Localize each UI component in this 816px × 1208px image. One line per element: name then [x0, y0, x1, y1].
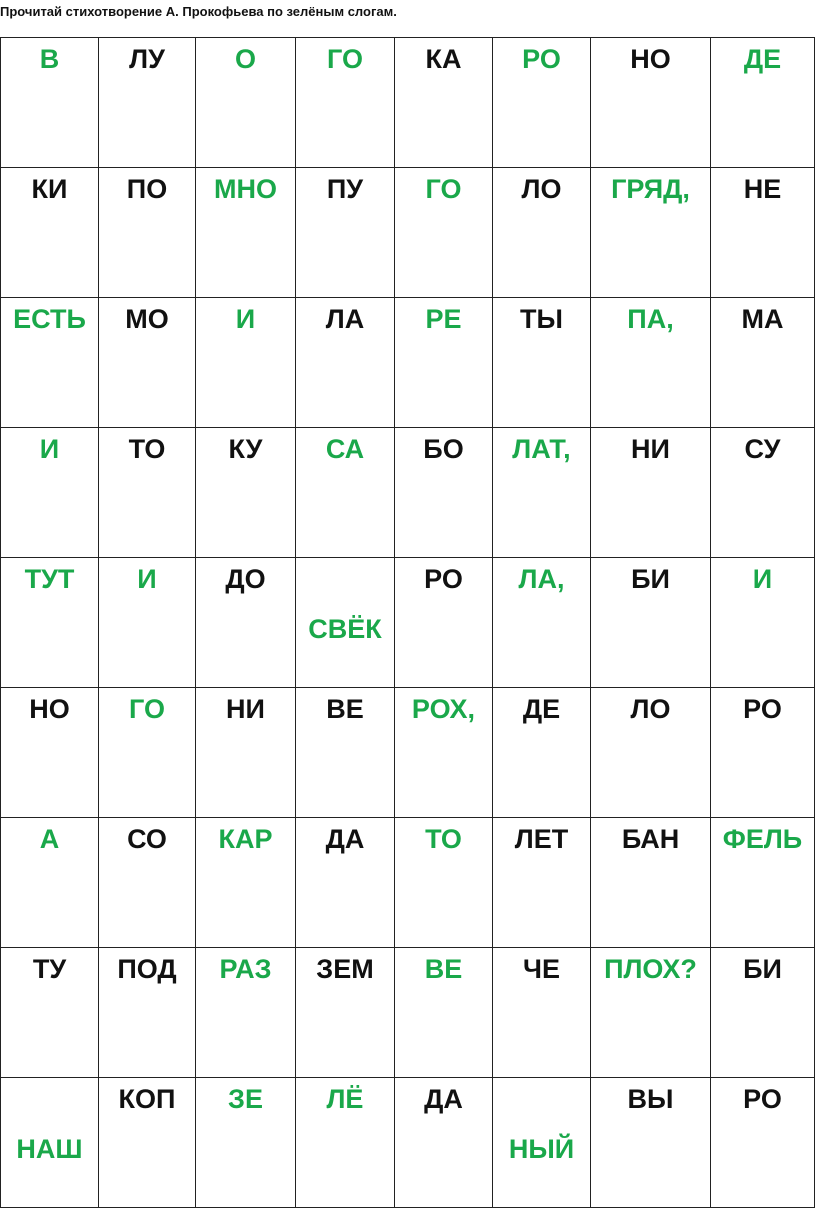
syllable-cell — [395, 168, 493, 298]
black-syllable: ЛО — [521, 174, 562, 204]
green-syllable: ЗЕ — [228, 1084, 263, 1114]
syllable-cell — [196, 168, 296, 298]
green-syllable: РО — [522, 44, 561, 74]
black-syllable: НИ — [226, 694, 265, 724]
green-syllable: ГО — [425, 174, 462, 204]
syllable-cell — [196, 1078, 296, 1208]
black-syllable: РО — [424, 564, 463, 594]
syllable-cell — [99, 558, 196, 688]
syllable-cell — [395, 558, 493, 688]
black-syllable: ЛА — [325, 304, 365, 334]
black-syllable: КОП — [118, 1084, 176, 1114]
black-syllable: СУ — [744, 434, 781, 464]
table-row — [1, 1078, 815, 1208]
syllable-cell — [1, 948, 99, 1078]
syllable-cell — [493, 1078, 591, 1208]
syllable-cell — [196, 38, 296, 168]
black-syllable: РО — [743, 694, 782, 724]
syllable-cell — [711, 38, 815, 168]
black-syllable: КА — [425, 44, 462, 74]
green-syllable: ПЛОХ? — [604, 954, 697, 984]
green-syllable: ЛЁ — [326, 1084, 364, 1114]
black-syllable: НО — [29, 694, 70, 724]
syllable-cell — [493, 168, 591, 298]
black-syllable: КУ — [228, 434, 263, 464]
green-syllable: НАШ — [16, 1134, 83, 1164]
table-row — [1, 558, 815, 688]
syllable-cell — [493, 558, 591, 688]
green-syllable: РЕ — [425, 304, 462, 334]
black-syllable: БАН — [621, 824, 680, 854]
green-syllable: ЛАТ, — [512, 434, 571, 464]
syllable-cell — [1, 298, 99, 428]
green-syllable: В — [39, 44, 60, 74]
syllable-cell — [99, 168, 196, 298]
green-syllable: И — [752, 564, 773, 594]
syllable-cell — [493, 428, 591, 558]
green-syllable: КАР — [218, 824, 273, 854]
green-syllable: ГО — [327, 44, 363, 74]
syllable-cell — [711, 688, 815, 818]
syllable-cell — [395, 688, 493, 818]
green-syllable: СА — [325, 434, 365, 464]
black-syllable: НО — [630, 44, 671, 74]
syllable-cell — [395, 298, 493, 428]
syllable-cell — [493, 818, 591, 948]
black-syllable: ТЫ — [520, 304, 563, 334]
syllable-cell — [395, 38, 493, 168]
syllable-cell — [711, 558, 815, 688]
syllable-cell — [591, 428, 711, 558]
syllable-cell — [296, 688, 395, 818]
black-syllable: КИ — [31, 174, 68, 204]
black-syllable: РО — [743, 1084, 782, 1114]
green-syllable: ГО — [129, 694, 165, 724]
syllable-cell — [196, 298, 296, 428]
green-syllable: ГРЯД, — [611, 174, 690, 204]
table-row — [1, 688, 815, 818]
syllable-cell — [196, 558, 296, 688]
black-syllable: СО — [127, 824, 167, 854]
black-syllable: МА — [741, 304, 784, 334]
black-syllable: ПО — [126, 174, 168, 204]
syllable-cell — [196, 948, 296, 1078]
syllable-cell — [196, 818, 296, 948]
black-syllable: ДО — [225, 564, 266, 594]
page-title: Прочитай стихотворение А. Прокофьева по зелёным слогам. — [0, 4, 397, 19]
black-syllable: ЛО — [630, 694, 671, 724]
syllable-cell — [591, 948, 711, 1078]
syllable-cell — [99, 1078, 196, 1208]
syllable-cell — [1, 818, 99, 948]
green-syllable: И — [235, 304, 256, 334]
syllable-cell — [711, 298, 815, 428]
syllable-cell — [296, 38, 395, 168]
syllable-cell — [711, 948, 815, 1078]
table-row — [1, 818, 815, 948]
syllable-cell — [99, 428, 196, 558]
green-syllable: ТО — [425, 824, 462, 854]
green-syllable: ФЕЛЬ — [722, 824, 803, 854]
black-syllable: МО — [125, 304, 169, 334]
syllable-cell — [296, 168, 395, 298]
black-syllable: БО — [423, 434, 464, 464]
black-syllable: НИ — [631, 434, 670, 464]
syllable-cell — [1, 38, 99, 168]
green-syllable: А — [39, 824, 60, 854]
green-syllable: ТУТ — [24, 564, 75, 594]
table-row — [1, 948, 815, 1078]
black-syllable: ТО — [128, 434, 166, 464]
green-syllable: ЕСТЬ — [13, 304, 86, 334]
syllable-cell — [591, 558, 711, 688]
black-syllable: ДЕ — [522, 694, 561, 724]
green-syllable: МНО — [214, 174, 277, 204]
black-syllable: ЛЕТ — [514, 824, 569, 854]
syllable-cell — [711, 1078, 815, 1208]
syllable-cell — [493, 688, 591, 818]
black-syllable: БИ — [631, 564, 670, 594]
table-row — [1, 428, 815, 558]
syllable-cell — [591, 1078, 711, 1208]
syllable-cell — [395, 1078, 493, 1208]
syllable-cell — [493, 38, 591, 168]
green-syllable: ПА, — [627, 304, 674, 334]
black-syllable: ТУ — [32, 954, 67, 984]
syllable-cell — [296, 948, 395, 1078]
table-row — [1, 298, 815, 428]
syllable-cell — [296, 428, 395, 558]
black-syllable: ЧЕ — [523, 954, 560, 984]
black-syllable: ЗЕМ — [316, 954, 374, 984]
syllable-cell — [196, 688, 296, 818]
black-syllable: ВЕ — [326, 694, 364, 724]
syllable-cell — [99, 948, 196, 1078]
green-syllable: РАЗ — [219, 954, 272, 984]
syllable-cell — [493, 948, 591, 1078]
black-syllable: ЛУ — [129, 44, 165, 74]
black-syllable: ВЫ — [627, 1084, 674, 1114]
syllable-cell — [1, 168, 99, 298]
green-syllable: СВЁК — [308, 614, 382, 644]
syllable-cell — [99, 38, 196, 168]
black-syllable: НЕ — [743, 174, 782, 204]
syllable-cell — [395, 428, 493, 558]
syllable-cell — [1, 428, 99, 558]
black-syllable: ДА — [424, 1084, 463, 1114]
syllable-cell — [395, 818, 493, 948]
syllable-cell — [296, 818, 395, 948]
syllable-cell — [1, 688, 99, 818]
syllable-cell — [591, 818, 711, 948]
green-syllable: И — [137, 564, 157, 594]
black-syllable: БИ — [743, 954, 782, 984]
green-syllable: ДЕ — [743, 44, 782, 74]
syllable-cell — [99, 298, 196, 428]
syllable-cell — [591, 168, 711, 298]
black-syllable: ПУ — [326, 174, 364, 204]
syllable-cell — [99, 818, 196, 948]
syllable-cell — [711, 168, 815, 298]
green-syllable: РОХ, — [411, 694, 476, 724]
syllable-cell — [591, 298, 711, 428]
syllable-cell — [591, 688, 711, 818]
syllable-cell — [493, 298, 591, 428]
syllable-cell — [1, 558, 99, 688]
green-syllable: НЫЙ — [508, 1134, 575, 1164]
table-row — [1, 38, 815, 168]
syllable-cell — [296, 1078, 395, 1208]
black-syllable: ПОД — [117, 954, 177, 984]
syllable-cell — [711, 428, 815, 558]
syllable-cell — [196, 428, 296, 558]
green-syllable: ВЕ — [424, 954, 463, 984]
green-syllable: О — [234, 44, 256, 74]
syllable-cell — [296, 558, 395, 688]
syllable-cell — [591, 38, 711, 168]
syllable-cell — [99, 688, 196, 818]
syllable-cell — [1, 1078, 99, 1208]
syllable-cell — [296, 298, 395, 428]
green-syllable: ЛА, — [518, 564, 565, 594]
syllable-table — [0, 37, 815, 1208]
table-row — [1, 168, 815, 298]
black-syllable: ДА — [325, 824, 365, 854]
syllable-cell — [395, 948, 493, 1078]
syllable-cell — [711, 818, 815, 948]
green-syllable: И — [39, 434, 60, 464]
